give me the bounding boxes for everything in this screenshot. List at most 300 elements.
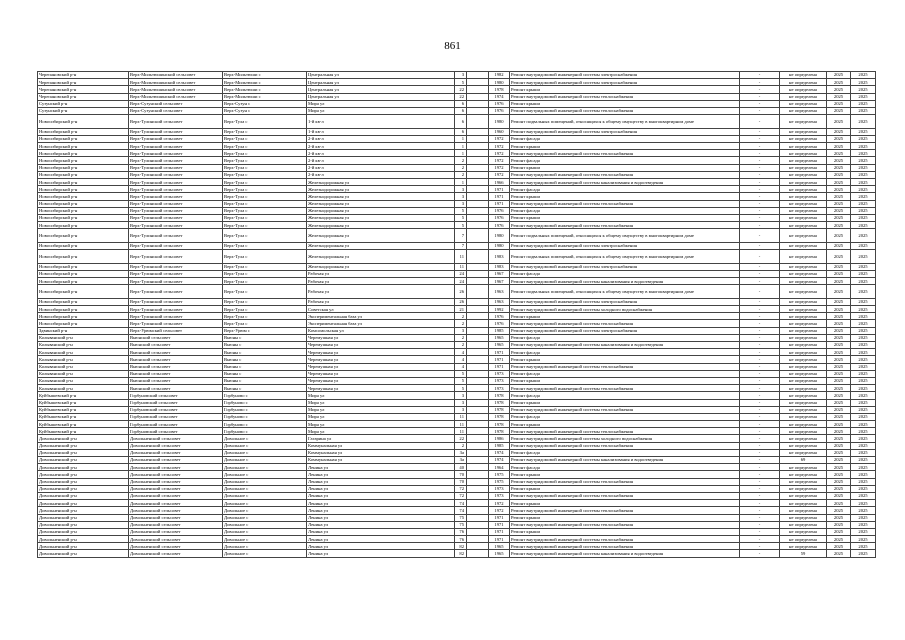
cell-cost_note: не определена <box>780 222 827 229</box>
cell-locality: Верх-Тула с <box>223 135 307 142</box>
cell-settlement: Верх-Тулинский сельсовет <box>129 200 223 207</box>
cell-house: 3 <box>455 72 467 79</box>
cell-year: 1973 <box>489 377 510 384</box>
table-row <box>38 179 876 186</box>
cell-cost_note: не определена <box>780 399 827 406</box>
cell-cost_note: не определена <box>780 342 827 349</box>
cell-settlement: Довольненский сельсовет <box>129 492 223 499</box>
cell-settlement: Верх-Тулинский сельсовет <box>129 250 223 264</box>
cell-house: 2 <box>455 157 467 164</box>
cell-street: Ленина ул <box>307 528 455 535</box>
cell-cost: - <box>740 72 780 79</box>
cell-blank <box>467 200 489 207</box>
cell-district: Довольненский р-н <box>38 492 129 499</box>
table-row <box>38 406 876 413</box>
cell-settlement: Верх-Мильтюшинский сельсовет <box>129 79 223 86</box>
cell-end_year: 2025 <box>851 72 876 79</box>
cell-locality: Верх-Тула с <box>223 200 307 207</box>
cell-street: Мира ул <box>307 107 455 114</box>
cell-cost_note: 59 <box>780 550 827 557</box>
cell-end_year: 2025 <box>851 100 876 107</box>
cell-year: 1982 <box>489 72 510 79</box>
cell-settlement: Верх-Тулинский сельсовет <box>129 263 223 270</box>
cell-year: 1978 <box>489 399 510 406</box>
cell-end_year: 2025 <box>851 392 876 399</box>
cell-start_year: 2025 <box>827 164 851 171</box>
cell-cost: - <box>740 363 780 370</box>
cell-cost: - <box>740 150 780 157</box>
cell-cost: - <box>740 485 780 492</box>
cell-cost_note: не определена <box>780 179 827 186</box>
cell-street: Мира ул <box>307 413 455 420</box>
cell-district: Черепановский р-н <box>38 72 129 79</box>
cell-house: 11 <box>455 421 467 428</box>
cell-cost_note: не определена <box>780 186 827 193</box>
cell-settlement: Довольненский сельсовет <box>129 543 223 550</box>
cell-end_year: 2025 <box>851 334 876 341</box>
cell-district: Новосибирский р-н <box>38 150 129 157</box>
cell-cost_note: не определена <box>780 478 827 485</box>
cell-cost_note: не определена <box>780 107 827 114</box>
cell-work: Ремонт крыши <box>510 86 740 93</box>
cell-street: Мира ул <box>307 428 455 435</box>
cell-house: 3 <box>455 392 467 399</box>
cell-blank <box>467 107 489 114</box>
table-row <box>38 528 876 535</box>
cell-work: Ремонт крыши <box>510 528 740 535</box>
cell-start_year: 2025 <box>827 135 851 142</box>
cell-end_year: 2025 <box>851 428 876 435</box>
cell-blank <box>467 457 489 464</box>
cell-end_year: 2025 <box>851 363 876 370</box>
table-row <box>38 349 876 356</box>
table-row <box>38 370 876 377</box>
cell-cost_note: не определена <box>780 507 827 514</box>
cell-year: 1967 <box>489 270 510 277</box>
cell-district: Новосибирский р-н <box>38 306 129 313</box>
cell-cost: - <box>740 164 780 171</box>
cell-end_year: 2025 <box>851 285 876 299</box>
cell-start_year: 2025 <box>827 143 851 150</box>
cell-street: Железнодорожная ул <box>307 214 455 221</box>
cell-district: Новосибирский р-н <box>38 250 129 264</box>
cell-district: Довольненский р-н <box>38 543 129 550</box>
cell-cost: - <box>740 115 780 129</box>
table-row <box>38 157 876 164</box>
cell-cost: - <box>740 306 780 313</box>
cell-year: 1973 <box>489 492 510 499</box>
cell-house: 74 <box>455 500 467 507</box>
cell-start_year: 2025 <box>827 334 851 341</box>
cell-street: Железнодорожная ул <box>307 229 455 243</box>
cell-cost_note: не определена <box>780 428 827 435</box>
cell-work: Ремонт фасада <box>510 349 740 356</box>
cell-locality: Верх-Тула с <box>223 179 307 186</box>
cell-work: Ремонт внутридомовой инженерной системы электроснабжения <box>510 298 740 305</box>
cell-start_year: 2025 <box>827 327 851 334</box>
cell-work: Ремонт подвальных помещений, относящихся к общему имуществу в многоквартирном доме <box>510 115 740 129</box>
cell-end_year: 2025 <box>851 413 876 420</box>
cell-settlement: Вьюнский сельсовет <box>129 385 223 392</box>
cell-cost: - <box>740 179 780 186</box>
cell-cost_note: не определена <box>780 514 827 521</box>
cell-settlement: Верх-Тулинский сельсовет <box>129 207 223 214</box>
cell-locality: Верх-Тула с <box>223 143 307 150</box>
cell-cost_note: не определена <box>780 464 827 471</box>
cell-end_year: 2025 <box>851 79 876 86</box>
cell-cost_note: не определена <box>780 471 827 478</box>
cell-year: 1992 <box>489 306 510 313</box>
cell-street: Гагарина ул <box>307 435 455 442</box>
cell-house: 3а <box>455 449 467 456</box>
cell-settlement: Верх-Тулинский сельсовет <box>129 320 223 327</box>
cell-work: Ремонт подвальных помещений, относящихся к общему имуществу в многоквартирном доме <box>510 229 740 243</box>
cell-street: Коммунальная ул <box>307 442 455 449</box>
cell-end_year: 2025 <box>851 222 876 229</box>
cell-locality: Верх-Тула с <box>223 250 307 264</box>
cell-cost: - <box>740 186 780 193</box>
cell-end_year: 2025 <box>851 406 876 413</box>
cell-work: Ремонт внутридомовой инженерной системы холодного водоснабжения <box>510 435 740 442</box>
cell-cost: - <box>740 399 780 406</box>
cell-street: Центральная ул <box>307 72 455 79</box>
cell-year: 1975 <box>489 478 510 485</box>
cell-district: Колыванский р-н <box>38 356 129 363</box>
cell-cost: - <box>740 298 780 305</box>
cell-cost_note: не определена <box>780 128 827 135</box>
cell-work: Ремонт фасада <box>510 186 740 193</box>
cell-year: 1976 <box>489 320 510 327</box>
table-row <box>38 72 876 79</box>
cell-locality: Горбуново с <box>223 413 307 420</box>
cell-house: 5 <box>455 377 467 384</box>
cell-work: Ремонт внутридомовой инженерной системы электроснабжения <box>510 72 740 79</box>
cell-house: 22 <box>455 435 467 442</box>
cell-settlement: Довольненский сельсовет <box>129 485 223 492</box>
cell-settlement: Верх-Тулинский сельсовет <box>129 157 223 164</box>
cell-house: 5 <box>455 385 467 392</box>
cell-settlement: Довольненский сельсовет <box>129 464 223 471</box>
cell-house: 11 <box>455 413 467 420</box>
cell-street: 2-й кв-л <box>307 143 455 150</box>
cell-locality: Вьюны с <box>223 356 307 363</box>
cell-house: 3 <box>455 193 467 200</box>
cell-cost: - <box>740 471 780 478</box>
cell-work: Ремонт крыши <box>510 421 740 428</box>
cell-cost: - <box>740 528 780 535</box>
cell-locality: Верх-Мильтюши с <box>223 86 307 93</box>
cell-cost_note: 69 <box>780 457 827 464</box>
cell-blank <box>467 464 489 471</box>
cell-locality: Верх-Тула с <box>223 298 307 305</box>
cell-house: 1 <box>455 143 467 150</box>
cell-blank <box>467 263 489 270</box>
cell-start_year: 2025 <box>827 157 851 164</box>
table-row <box>38 471 876 478</box>
cell-work: Ремонт внутридомовой инженерной системы электроснабжения <box>510 128 740 135</box>
cell-work: Ремонт внутридомовой инженерной системы электроснабжения <box>510 242 740 249</box>
cell-cost_note: не определена <box>780 392 827 399</box>
cell-locality: Довольное с <box>223 514 307 521</box>
cell-year: 1972 <box>489 171 510 178</box>
cell-blank <box>467 86 489 93</box>
cell-district: Новосибирский р-н <box>38 214 129 221</box>
cell-locality: Довольное с <box>223 442 307 449</box>
cell-year: 1978 <box>489 413 510 420</box>
cell-work: Ремонт крыши <box>510 471 740 478</box>
cell-district: Куйбышевский р-н <box>38 413 129 420</box>
cell-start_year: 2025 <box>827 485 851 492</box>
cell-locality: Верх-Тула с <box>223 320 307 327</box>
cell-year: 1980 <box>489 115 510 129</box>
cell-cost_note: не определена <box>780 93 827 100</box>
cell-end_year: 2025 <box>851 270 876 277</box>
cell-blank <box>467 128 489 135</box>
cell-locality: Верх-Тула с <box>223 157 307 164</box>
cell-house: 24 <box>455 270 467 277</box>
cell-locality: Довольное с <box>223 543 307 550</box>
cell-blank <box>467 143 489 150</box>
cell-house: 2 <box>455 171 467 178</box>
cell-year: 1965 <box>489 550 510 557</box>
table-row <box>38 128 876 135</box>
cell-settlement: Вьюнский сельсовет <box>129 334 223 341</box>
cell-house: 76 <box>455 536 467 543</box>
cell-work: Ремонт внутридомовой инженерной системы теплоснабжения <box>510 521 740 528</box>
cell-house: 72 <box>455 485 467 492</box>
cell-settlement: Верх-Мильтюшинский сельсовет <box>129 86 223 93</box>
cell-settlement: Верх-Тулинский сельсовет <box>129 186 223 193</box>
page-number: 861 <box>444 40 461 52</box>
cell-settlement: Довольненский сельсовет <box>129 536 223 543</box>
cell-street: Ленина ул <box>307 471 455 478</box>
cell-blank <box>467 327 489 334</box>
cell-blank <box>467 385 489 392</box>
cell-street: Мира ул <box>307 100 455 107</box>
cell-end_year: 2025 <box>851 543 876 550</box>
cell-cost: - <box>740 464 780 471</box>
cell-end_year: 2025 <box>851 421 876 428</box>
cell-district: Колыванский р-н <box>38 334 129 341</box>
cell-settlement: Довольненский сельсовет <box>129 457 223 464</box>
cell-work: Ремонт крыши <box>510 143 740 150</box>
table-row <box>38 242 876 249</box>
table-row <box>38 421 876 428</box>
cell-start_year: 2025 <box>827 193 851 200</box>
cell-work: Ремонт фасада <box>510 157 740 164</box>
cell-street: Железнодорожная ул <box>307 250 455 264</box>
cell-street: Железнодорожная ул <box>307 200 455 207</box>
cell-district: Куйбышевский р-н <box>38 399 129 406</box>
cell-start_year: 2025 <box>827 200 851 207</box>
cell-street: 2-й кв-л <box>307 157 455 164</box>
cell-house: 22 <box>455 86 467 93</box>
cell-work: Ремонт внутридомовой инженерной системы теплоснабжения <box>510 478 740 485</box>
cell-end_year: 2025 <box>851 263 876 270</box>
cell-start_year: 2025 <box>827 464 851 471</box>
cell-house: 76 <box>455 528 467 535</box>
cell-end_year: 2025 <box>851 377 876 384</box>
cell-district: Куйбышевский р-н <box>38 421 129 428</box>
cell-start_year: 2025 <box>827 263 851 270</box>
cell-blank <box>467 536 489 543</box>
cell-end_year: 2025 <box>851 442 876 449</box>
cell-blank <box>467 135 489 142</box>
cell-work: Ремонт внутридомовой инженерной системы теплоснабжения <box>510 428 740 435</box>
cell-street: Ленина ул <box>307 478 455 485</box>
cell-end_year: 2025 <box>851 135 876 142</box>
cell-blank <box>467 428 489 435</box>
cell-settlement: Горбуновский сельсовет <box>129 399 223 406</box>
cell-settlement: Вьюнский сельсовет <box>129 349 223 356</box>
cell-cost_note: не определена <box>780 385 827 392</box>
cell-district: Новосибирский р-н <box>38 171 129 178</box>
cell-work: Ремонт внутридомовой инженерной системы теплоснабжения <box>510 107 740 114</box>
cell-end_year: 2025 <box>851 320 876 327</box>
cell-street: Коммунальная ул <box>307 449 455 456</box>
cell-work: Ремонт крыши <box>510 356 740 363</box>
cell-end_year: 2025 <box>851 107 876 114</box>
cell-house: 1 <box>455 150 467 157</box>
table-row <box>38 507 876 514</box>
cell-settlement: Верх-Сузунский сельсовет <box>129 100 223 107</box>
cell-house: 22 <box>455 93 467 100</box>
cell-end_year: 2025 <box>851 200 876 207</box>
cell-year: 1976 <box>489 107 510 114</box>
cell-settlement: Верх-Тулинский сельсовет <box>129 193 223 200</box>
cell-cost: - <box>740 392 780 399</box>
cell-start_year: 2025 <box>827 128 851 135</box>
cell-street: Рабочая ул <box>307 298 455 305</box>
cell-blank <box>467 298 489 305</box>
cell-locality: Верх-Тула с <box>223 150 307 157</box>
cell-district: Довольненский р-н <box>38 485 129 492</box>
cell-house: 72 <box>455 492 467 499</box>
cell-district: Куйбышевский р-н <box>38 406 129 413</box>
cell-end_year: 2025 <box>851 86 876 93</box>
cell-work: Ремонт крыши <box>510 500 740 507</box>
table-row <box>38 399 876 406</box>
cell-settlement: Вьюнский сельсовет <box>129 342 223 349</box>
cell-street: Рабочая ул <box>307 270 455 277</box>
table-row <box>38 442 876 449</box>
cell-cost_note: не определена <box>780 79 827 86</box>
table-row <box>38 250 876 264</box>
table-row <box>38 428 876 435</box>
cell-end_year: 2025 <box>851 500 876 507</box>
cell-blank <box>467 150 489 157</box>
cell-street: Экспериментальная база ул <box>307 313 455 320</box>
cell-district: Довольненский р-н <box>38 442 129 449</box>
cell-locality: Верх-Тула с <box>223 164 307 171</box>
cell-cost: - <box>740 135 780 142</box>
cell-cost_note: не определена <box>780 143 827 150</box>
cell-work: Ремонт крыши <box>510 485 740 492</box>
cell-locality: Верх-Тула с <box>223 171 307 178</box>
cell-locality: Довольное с <box>223 500 307 507</box>
table-row <box>38 115 876 129</box>
cell-start_year: 2025 <box>827 457 851 464</box>
cell-year: 1971 <box>489 363 510 370</box>
table-row <box>38 457 876 464</box>
cell-settlement: Верх-Тулинский сельсовет <box>129 143 223 150</box>
cell-street: 1-й кв-л <box>307 115 455 129</box>
cell-end_year: 2025 <box>851 528 876 535</box>
cell-start_year: 2025 <box>827 377 851 384</box>
cell-start_year: 2025 <box>827 150 851 157</box>
cell-locality: Верх-Тула с <box>223 278 307 285</box>
cell-district: Новосибирский р-н <box>38 179 129 186</box>
cell-work: Ремонт фасада <box>510 207 740 214</box>
cell-cost: - <box>740 222 780 229</box>
cell-street: 2-й кв-л <box>307 171 455 178</box>
cell-house: 4 <box>455 363 467 370</box>
cell-district: Довольненский р-н <box>38 500 129 507</box>
cell-blank <box>467 229 489 243</box>
cell-cost_note: не определена <box>780 435 827 442</box>
cell-locality: Довольное с <box>223 521 307 528</box>
cell-start_year: 2025 <box>827 349 851 356</box>
cell-blank <box>467 222 489 229</box>
cell-settlement: Довольненский сельсовет <box>129 471 223 478</box>
cell-end_year: 2025 <box>851 507 876 514</box>
cell-blank <box>467 363 489 370</box>
cell-work: Ремонт крыши <box>510 100 740 107</box>
cell-cost: - <box>740 342 780 349</box>
cell-cost: - <box>740 334 780 341</box>
cell-blank <box>467 413 489 420</box>
cell-blank <box>467 306 489 313</box>
cell-year: 1978 <box>489 86 510 93</box>
cell-settlement: Вьюнский сельсовет <box>129 356 223 363</box>
cell-street: Мира ул <box>307 406 455 413</box>
cell-cost_note: не определена <box>780 406 827 413</box>
table-row <box>38 327 876 334</box>
cell-cost: - <box>740 492 780 499</box>
cell-district: Новосибирский р-н <box>38 143 129 150</box>
cell-cost: - <box>740 207 780 214</box>
cell-cost: - <box>740 214 780 221</box>
cell-locality: Верх-Тула с <box>223 214 307 221</box>
cell-year: 1966 <box>489 179 510 186</box>
cell-start_year: 2025 <box>827 250 851 264</box>
cell-cost: - <box>740 128 780 135</box>
cell-start_year: 2025 <box>827 449 851 456</box>
program-table <box>37 71 876 558</box>
cell-house: 2 <box>455 442 467 449</box>
cell-house: 2 <box>455 164 467 171</box>
cell-house: 3 <box>455 200 467 207</box>
cell-cost_note: не определена <box>780 207 827 214</box>
cell-start_year: 2025 <box>827 171 851 178</box>
cell-settlement: Верх-Тулинский сельсовет <box>129 214 223 221</box>
cell-blank <box>467 79 489 86</box>
cell-start_year: 2025 <box>827 306 851 313</box>
cell-year: 1964 <box>489 464 510 471</box>
table-row <box>38 135 876 142</box>
cell-year: 1965 <box>489 342 510 349</box>
cell-blank <box>467 521 489 528</box>
cell-year: 1971 <box>489 528 510 535</box>
cell-house: 5 <box>455 207 467 214</box>
cell-cost_note: не определена <box>780 135 827 142</box>
cell-settlement: Довольненский сельсовет <box>129 449 223 456</box>
cell-blank <box>467 278 489 285</box>
cell-blank <box>467 186 489 193</box>
cell-cost: - <box>740 278 780 285</box>
cell-street: Черемушная ул <box>307 342 455 349</box>
cell-start_year: 2025 <box>827 93 851 100</box>
